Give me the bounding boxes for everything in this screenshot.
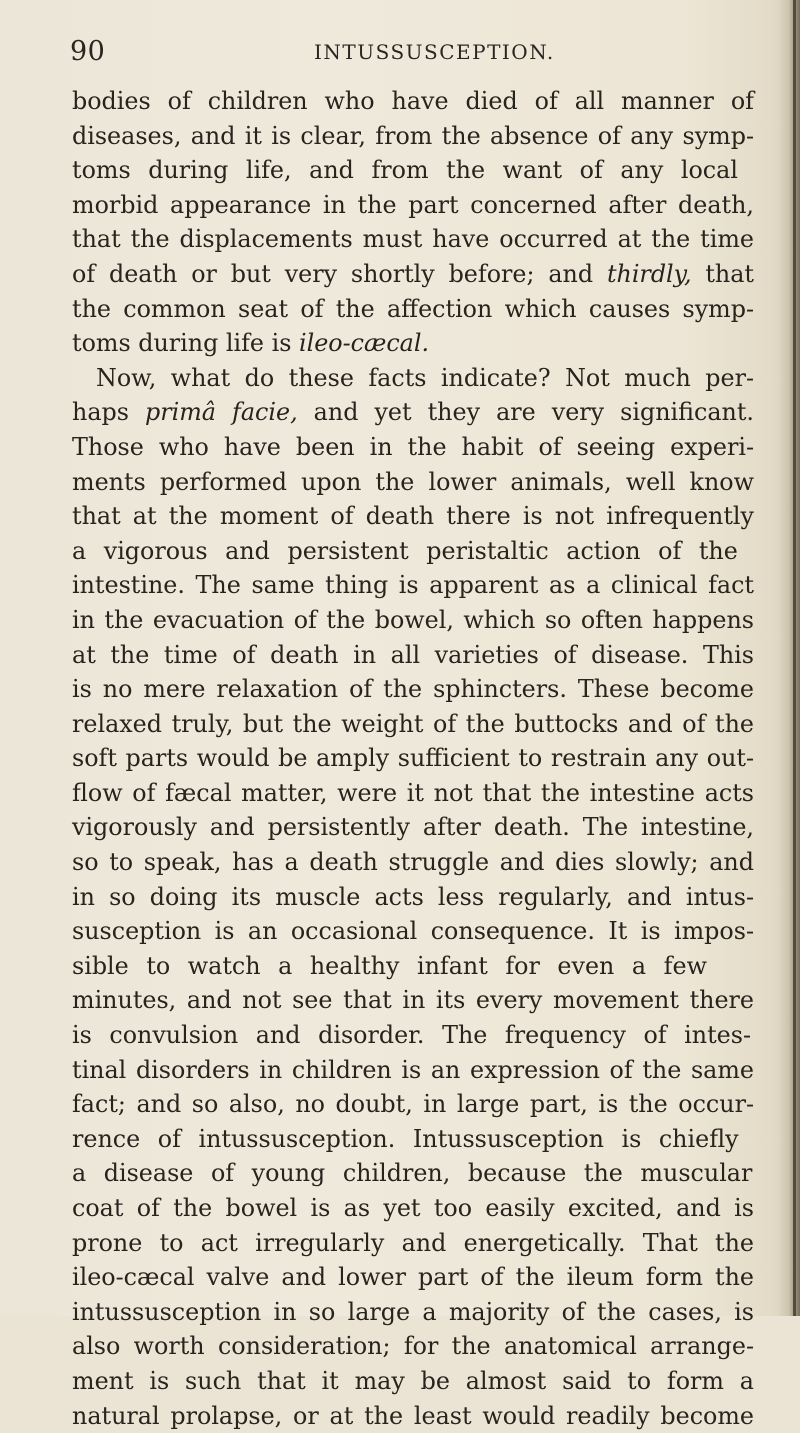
text-line: toms during life, and from the want of any local: [72, 156, 738, 185]
text-line: intestine. The same thing is apparent as a clinical fact: [72, 571, 754, 600]
text-line: relaxed truly, but the weight of the buttocks and of the: [72, 709, 754, 738]
text-line: is convulsion and disorder. The frequency of intes-: [72, 1021, 752, 1050]
text-line: prone to act irregularly and energetically. That the: [72, 1228, 754, 1257]
text-line: ments performed upon the lower animals, well know: [72, 467, 754, 496]
text-line: a vigorous and persistent peristaltic action of the: [72, 536, 738, 565]
text-line: Now, what do these facts indicate? Not much per-: [96, 363, 754, 392]
text-line: Those who have been in the habit of seeing experi-: [72, 432, 754, 461]
text-line: intussusception in so large a majority of the cases, is: [72, 1297, 754, 1326]
text-line: minutes, and not see that in its every movement there: [72, 986, 754, 1015]
text-line: fact; and so also, no doubt, in large part, is the occur-: [72, 1090, 754, 1119]
text-line: tinal disorders in children is an expression of the same: [72, 1055, 754, 1084]
text-line: morbid appearance in the part concerned after death,: [72, 190, 754, 219]
text-line: haps primâ facie, and yet they are very significant.: [72, 398, 754, 427]
text-line: bodies of children who have died of all manner of: [72, 87, 754, 115]
page-header: [70, 36, 750, 76]
text-line: natural prolapse, or at the least would readily become: [72, 1401, 754, 1430]
text-line: flow of fæcal matter, were it not that the intestine acts: [72, 778, 754, 807]
page-number: 90: [70, 36, 106, 67]
text-line: rence of intussusception. Intussusception is chiefly: [72, 1124, 739, 1153]
text-line: sible to watch a healthy infant for even a few: [72, 951, 707, 980]
text-line: a disease of young children, because the muscular: [72, 1159, 753, 1188]
text-line: of death or but very shortly before; and thirdly, that: [72, 259, 754, 288]
body-text: [72, 84, 754, 1433]
text-line: the common seat of the affection which causes symp-: [72, 294, 754, 323]
page-edge-line: [793, 0, 796, 1316]
text-line: soft parts would be amply sufficient to restrain any out-: [72, 744, 754, 773]
text-line: ileo-cæcal valve and lower part of the ileum form the: [72, 1263, 754, 1292]
text-line: ment is such that it may be almost said to form a: [72, 1366, 754, 1395]
text-line: diseases, and it is clear, from the absence of any symp-: [72, 121, 754, 150]
text-line: that the displacements must have occurred at the time: [72, 225, 754, 254]
text-line: is no mere relaxation of the sphincters. These become: [72, 675, 754, 704]
text-line: coat of the bowel is as yet too easily excited, and is: [72, 1194, 754, 1222]
text-line: in the evacuation of the bowel, which so often happens: [72, 605, 754, 634]
text-line: also worth consideration; for the anatomical arrange-: [72, 1332, 754, 1361]
text-line: vigorously and persistently after death. The intestine,: [72, 813, 754, 842]
running-title: INTUSSUSCEPTION.: [314, 40, 555, 64]
text-line: in so doing its muscle acts less regularly, and intus-: [72, 882, 754, 911]
page-edge-shadow: [778, 0, 800, 1316]
text-line: toms during life is ileo-cæcal.: [72, 329, 430, 358]
text-line: at the time of death in all varieties of disease. This: [72, 640, 754, 669]
text-line: so to speak, has a death struggle and dies slowly; and: [72, 848, 754, 877]
text-line: that at the moment of death there is not infrequently: [72, 502, 754, 531]
text-line: susception is an occasional consequence. It is impos-: [72, 917, 754, 946]
